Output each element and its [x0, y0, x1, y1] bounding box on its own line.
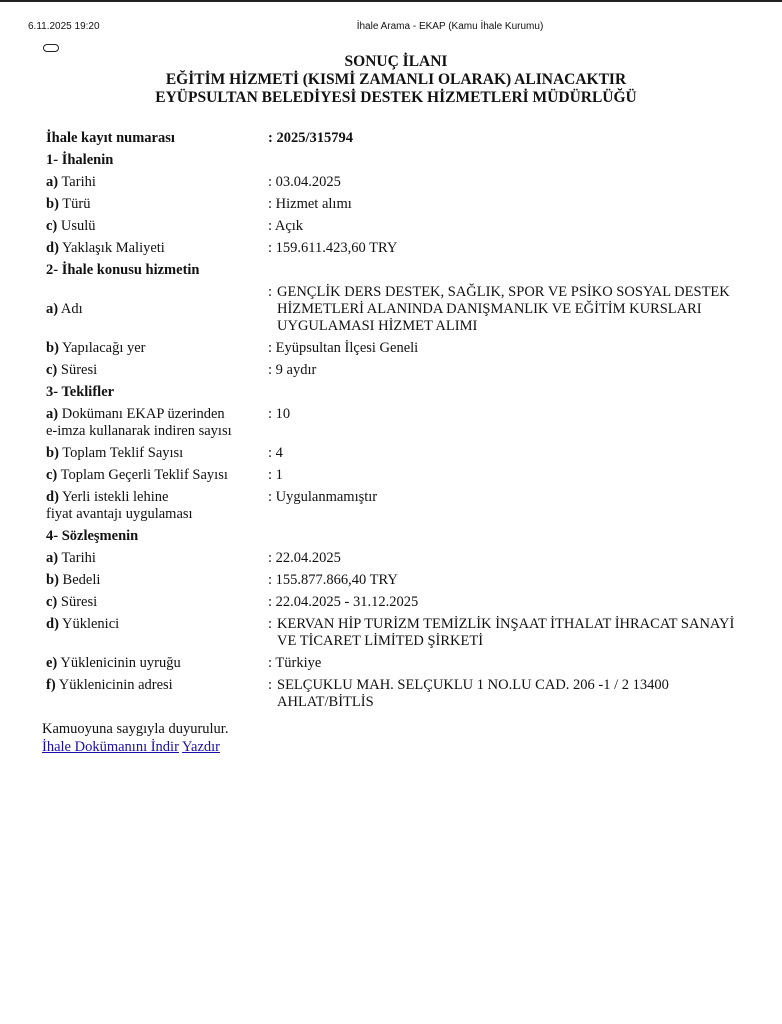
section-4-heading: 4- Sözleşmenin	[46, 528, 139, 544]
notice-subtitle: EĞİTİM HİZMETİ (KISMİ ZAMANLI OLARAK) ALINACAKTIR	[165, 71, 627, 88]
downloads-row: a) Dokümanı EKAP üzerinden e-imza kullanarak indiren sayısı : 10	[46, 404, 746, 443]
service-name-value: GENÇLİK DERS DESTEK, SAĞLIK, SPOR VE PSİKO SOSYAL DESTEK HİZMETLERİ ALANINDA DANIŞMANLIK VE EĞİTİM KURSLARI UYGULAMASI HİZMET ALIMI	[277, 284, 730, 334]
footer	[42, 720, 228, 756]
tender-date-row: a) Tarihi : 03.04.2025	[46, 172, 746, 194]
section-1-heading: 1- İhalenin	[46, 152, 114, 168]
print-page-title: İhale Arama - EKAP (Kamu İhale Kurumu)	[356, 21, 544, 32]
contractor-row: d) Yüklenici : KERVAN HİP TURİZM TEMİZLİK İNŞAAT İTHALAT İHRACAT SANAYİ VE TİCARET LİMİTED ŞİRKETİ	[46, 614, 746, 653]
section-2-heading: 2- İhale konusu hizmetin	[46, 262, 200, 278]
contractor-address-value: SELÇUKLU MAH. SELÇUKLU 1 NO.LU CAD. 206 -1 / 2 13400 AHLAT/BİTLİS	[277, 677, 669, 710]
valid-bids-row: c) Toplam Geçerli Teklif Sayısı : 1	[46, 465, 746, 487]
top-border	[0, 0, 782, 2]
notice-body	[46, 128, 746, 714]
estimated-cost-row: d) Yaklaşık Maliyeti : 159.611.423,60 TRY	[46, 238, 746, 260]
section-3-heading: 3- Teklifler	[46, 384, 115, 400]
contractor-nationality-row: e) Yüklenicinin uyruğu : Türkiye	[46, 653, 746, 675]
print-date: 6.11.2025 19:20	[28, 21, 100, 32]
estimated-cost-value: : 159.611.423,60 TRY	[268, 240, 398, 256]
service-duration-value: : 9 aydır	[268, 362, 317, 378]
notice-organization: EYÜPSULTAN BELEDİYESİ DESTEK HİZMETLERİ MÜDÜRLÜĞÜ	[155, 89, 637, 106]
contract-price-value: : 155.877.866,40 TRY	[268, 572, 398, 588]
toggle-icon[interactable]	[43, 44, 59, 52]
contract-period-value: : 22.04.2025 - 31.12.2025	[268, 594, 419, 610]
announcement-text: Kamuoyuna saygıyla duyurulur.	[42, 721, 229, 737]
download-document-link[interactable]: İhale Dokümanını İndir	[42, 739, 179, 755]
tender-type-row: b) Türü : Hizmet alımı	[46, 194, 746, 216]
tender-date-value: : 03.04.2025	[268, 174, 341, 190]
contract-date-value: : 22.04.2025	[268, 550, 341, 566]
tender-procedure-value: : Açık	[268, 218, 304, 234]
service-location-value: : Eyüpsultan İlçesi Geneli	[268, 340, 419, 356]
contractor-address-row: f) Yüklenicinin adresi : SELÇUKLU MAH. SELÇUKLU 1 NO.LU CAD. 206 -1 / 2 13400 AHLAT/BİTLİS	[46, 675, 746, 714]
contract-price-row: b) Bedeli : 155.877.866,40 TRY	[46, 570, 746, 592]
registry-value: : 2025/315794	[268, 130, 353, 146]
contract-period-row: c) Süresi : 22.04.2025 - 31.12.2025	[46, 592, 746, 614]
print-link[interactable]: Yazdır	[182, 739, 221, 755]
downloads-value: : 10	[268, 406, 291, 422]
contractor-nationality-value: : Türkiye	[268, 655, 322, 671]
price-advantage-row: d) Yerli istekli lehine fiyat avantajı uygulaması : Uygulanmamıştır	[46, 487, 746, 526]
notice-title: SONUÇ İLANI	[344, 53, 448, 70]
price-advantage-value: : Uygulanmamıştır	[268, 489, 378, 505]
registry-row	[46, 128, 746, 150]
contract-date-row: a) Tarihi : 22.04.2025	[46, 548, 746, 570]
service-duration-row: c) Süresi : 9 aydır	[46, 360, 746, 382]
valid-bids-value: : 1	[268, 467, 283, 483]
service-name-row: a) Adı : GENÇLİK DERS DESTEK, SAĞLIK, SPOR VE PSİKO SOSYAL DESTEK HİZMETLERİ ALANINDA DANIŞMANLIK VE EĞİTİM KURSLARI UYGULAMASI HİZMET ALIMI	[46, 282, 746, 338]
tender-type-value: : Hizmet alımı	[268, 196, 352, 212]
registry-label: İhale kayıt numarası	[46, 130, 175, 146]
service-location-row: b) Yapılacağı yer : Eyüpsultan İlçesi Geneli	[46, 338, 746, 360]
total-bids-value: : 4	[268, 445, 283, 461]
contractor-value: KERVAN HİP TURİZM TEMİZLİK İNŞAAT İTHALAT İHRACAT SANAYİ VE TİCARET LİMİTED ŞİRKETİ	[277, 616, 735, 649]
tender-procedure-row: c) Usulü : Açık	[46, 216, 746, 238]
total-bids-row: b) Toplam Teklif Sayısı : 4	[46, 443, 746, 465]
notice-header	[0, 53, 782, 107]
